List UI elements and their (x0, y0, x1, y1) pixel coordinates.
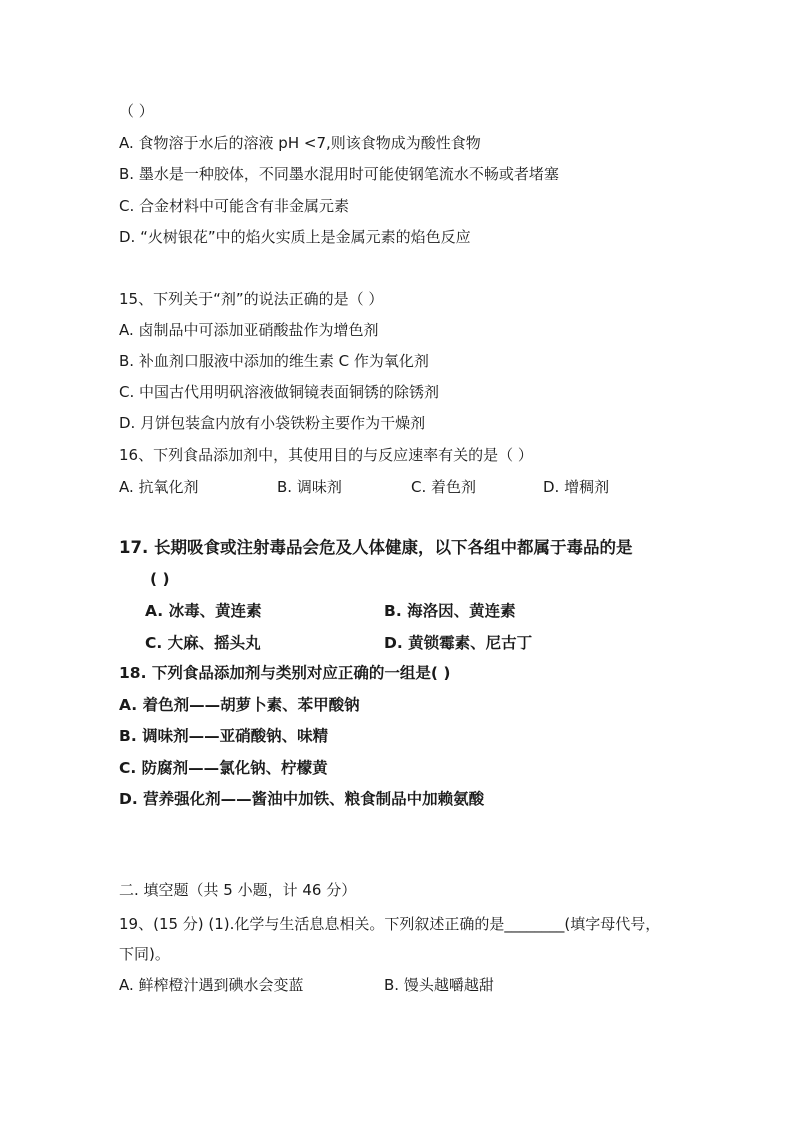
q14-option-b: B. 墨水是一种胶体，不同墨水混用时可能使钢笔流水不畅或者堵塞 (119, 165, 559, 183)
q17-option-b: B. 海洛因、黄连素 (384, 602, 516, 620)
q14-option-c: C. 合金材料中可能含有非金属元素 (119, 197, 350, 215)
q16-stem: 16、下列食品添加剂中，其使用目的与反应速率有关的是（ ） (119, 446, 533, 464)
q18-option-a: A. 着色剂——胡萝卜素、苯甲酸钠 (119, 696, 360, 714)
q15-option-d: D. 月饼包装盒内放有小袋铁粉主要作为干燥剂 (119, 414, 426, 432)
q15-option-c: C. 中国古代用明矾溶液做铜镜表面铜锈的除锈剂 (119, 383, 440, 401)
q15-option-a: A. 卤制品中可添加亚硝酸盐作为增色剂 (119, 321, 379, 339)
q16-option-c: C. 着色剂 (411, 478, 477, 496)
q16-option-b: B. 调味剂 (277, 478, 342, 496)
q15-stem: 15、下列关于“剂”的说法正确的是（ ） (119, 290, 384, 308)
q18-option-c: C. 防腐剂——氯化钠、柠檬黄 (119, 759, 328, 777)
q19-stem-line2: 下同)。 (119, 945, 170, 963)
q19-stem-line1: 19、(15 分) (1).化学与生活息息相关。下列叙述正确的是________(填字母代号， (119, 915, 661, 933)
q19-option-b: B. 馒头越嚼越甜 (384, 976, 494, 994)
section-heading: 二. 填空题（共 5 小题，计 46 分） (119, 881, 357, 899)
q18-option-b: B. 调味剂——亚硝酸钠、味精 (119, 727, 329, 745)
q17-stem: 17. 长期吸食或注射毒品会危及人体健康，以下各组中都属于毒品的是 (119, 538, 633, 557)
q19-option-a: A. 鲜榨橙汁遇到碘水会变蓝 (119, 976, 304, 994)
q17-option-c: C. 大麻、摇头丸 (145, 634, 261, 652)
q14-option-d: D. “火树银花”中的焰火实质上是金属元素的焰色反应 (119, 228, 471, 246)
q17-answer-bracket: ( ) (150, 570, 170, 588)
q17-option-a: A. 冰毒、黄连素 (145, 602, 262, 620)
q18-stem: 18. 下列食品添加剂与类别对应正确的一组是( ) (119, 664, 451, 682)
q15-option-b: B. 补血剂口服液中添加的维生素 C 作为氧化剂 (119, 352, 429, 370)
q16-option-a: A. 抗氧化剂 (119, 478, 199, 496)
q18-option-d: D. 营养强化剂——酱油中加铁、粮食制品中加赖氨酸 (119, 790, 485, 808)
q17-option-d: D. 黄锁霉素、尼古丁 (384, 634, 533, 652)
q14-answer-bracket: （ ） (119, 102, 154, 120)
q14-option-a: A. 食物溶于水后的溶液 pH <7,则该食物成为酸性食物 (119, 134, 481, 152)
q16-option-d: D. 增稠剂 (543, 478, 610, 496)
